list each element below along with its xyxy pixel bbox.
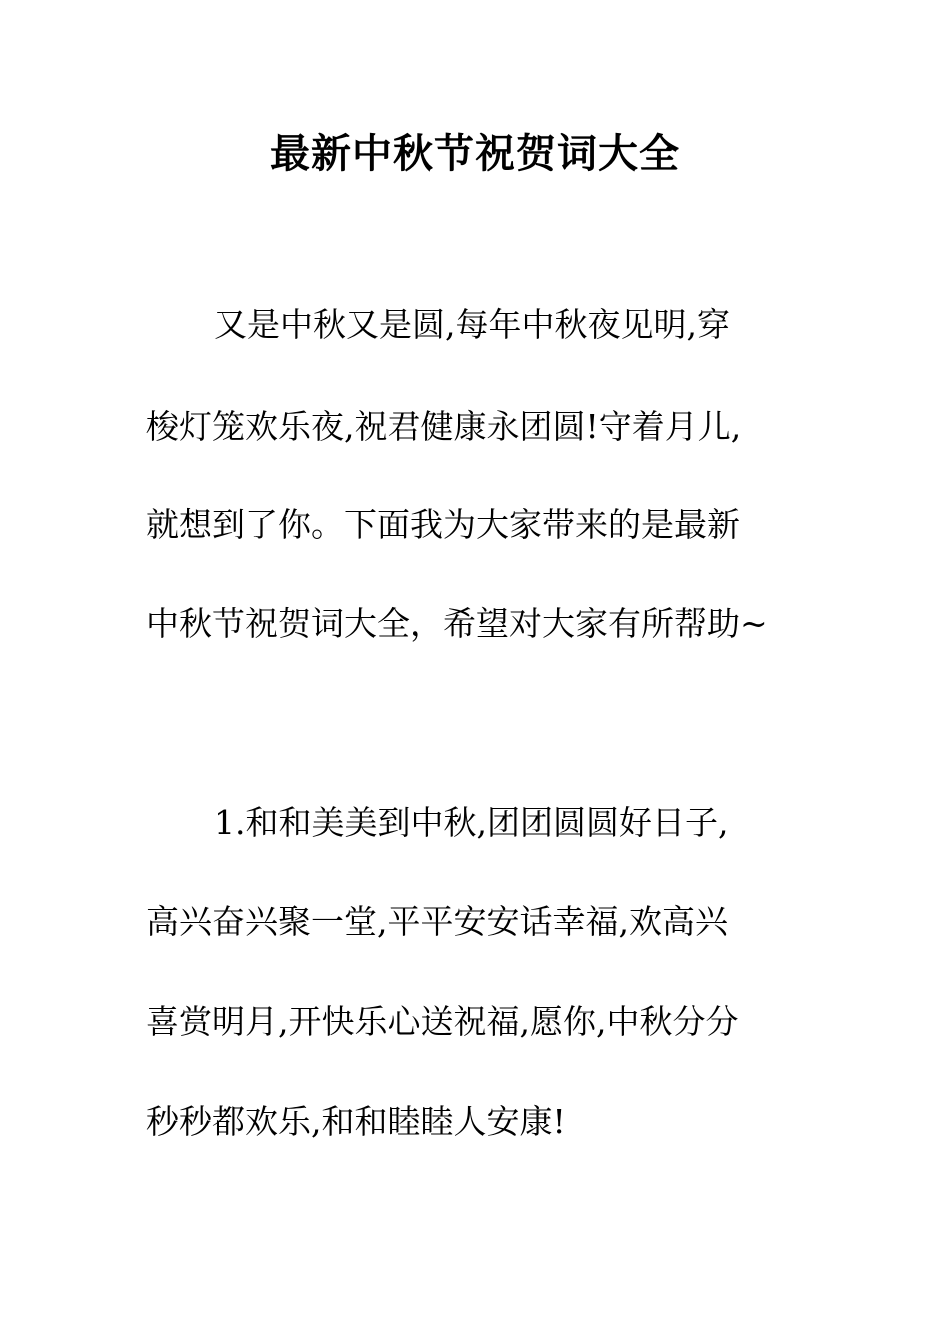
item-1-line-4: 秒秒都欢乐,和和睦睦人安康! xyxy=(146,1102,566,1141)
intro-line-2: 梭灯笼欢乐夜,祝君健康永团圆!守着月儿, xyxy=(146,407,742,446)
item-1-line-2: 高兴奋兴聚一堂,平平安安话幸福,欢高兴 xyxy=(146,902,728,941)
item-1-line-1: 1.和和美美到中秋,团团圆圆好日子, xyxy=(214,803,729,842)
intro-line-1: 又是中秋又是圆,每年中秋夜见明,穿 xyxy=(214,305,730,344)
document-title: 最新中秋节祝贺词大全 xyxy=(270,130,680,177)
item-1-line-3: 喜赏明月,开快乐心送祝福,愿你,中秋分分 xyxy=(146,1002,739,1041)
intro-line-4: 中秋节祝贺词大全，希望对大家有所帮助~ xyxy=(146,604,768,643)
intro-line-3: 就想到了你。下面我为大家带来的是最新 xyxy=(146,505,740,544)
